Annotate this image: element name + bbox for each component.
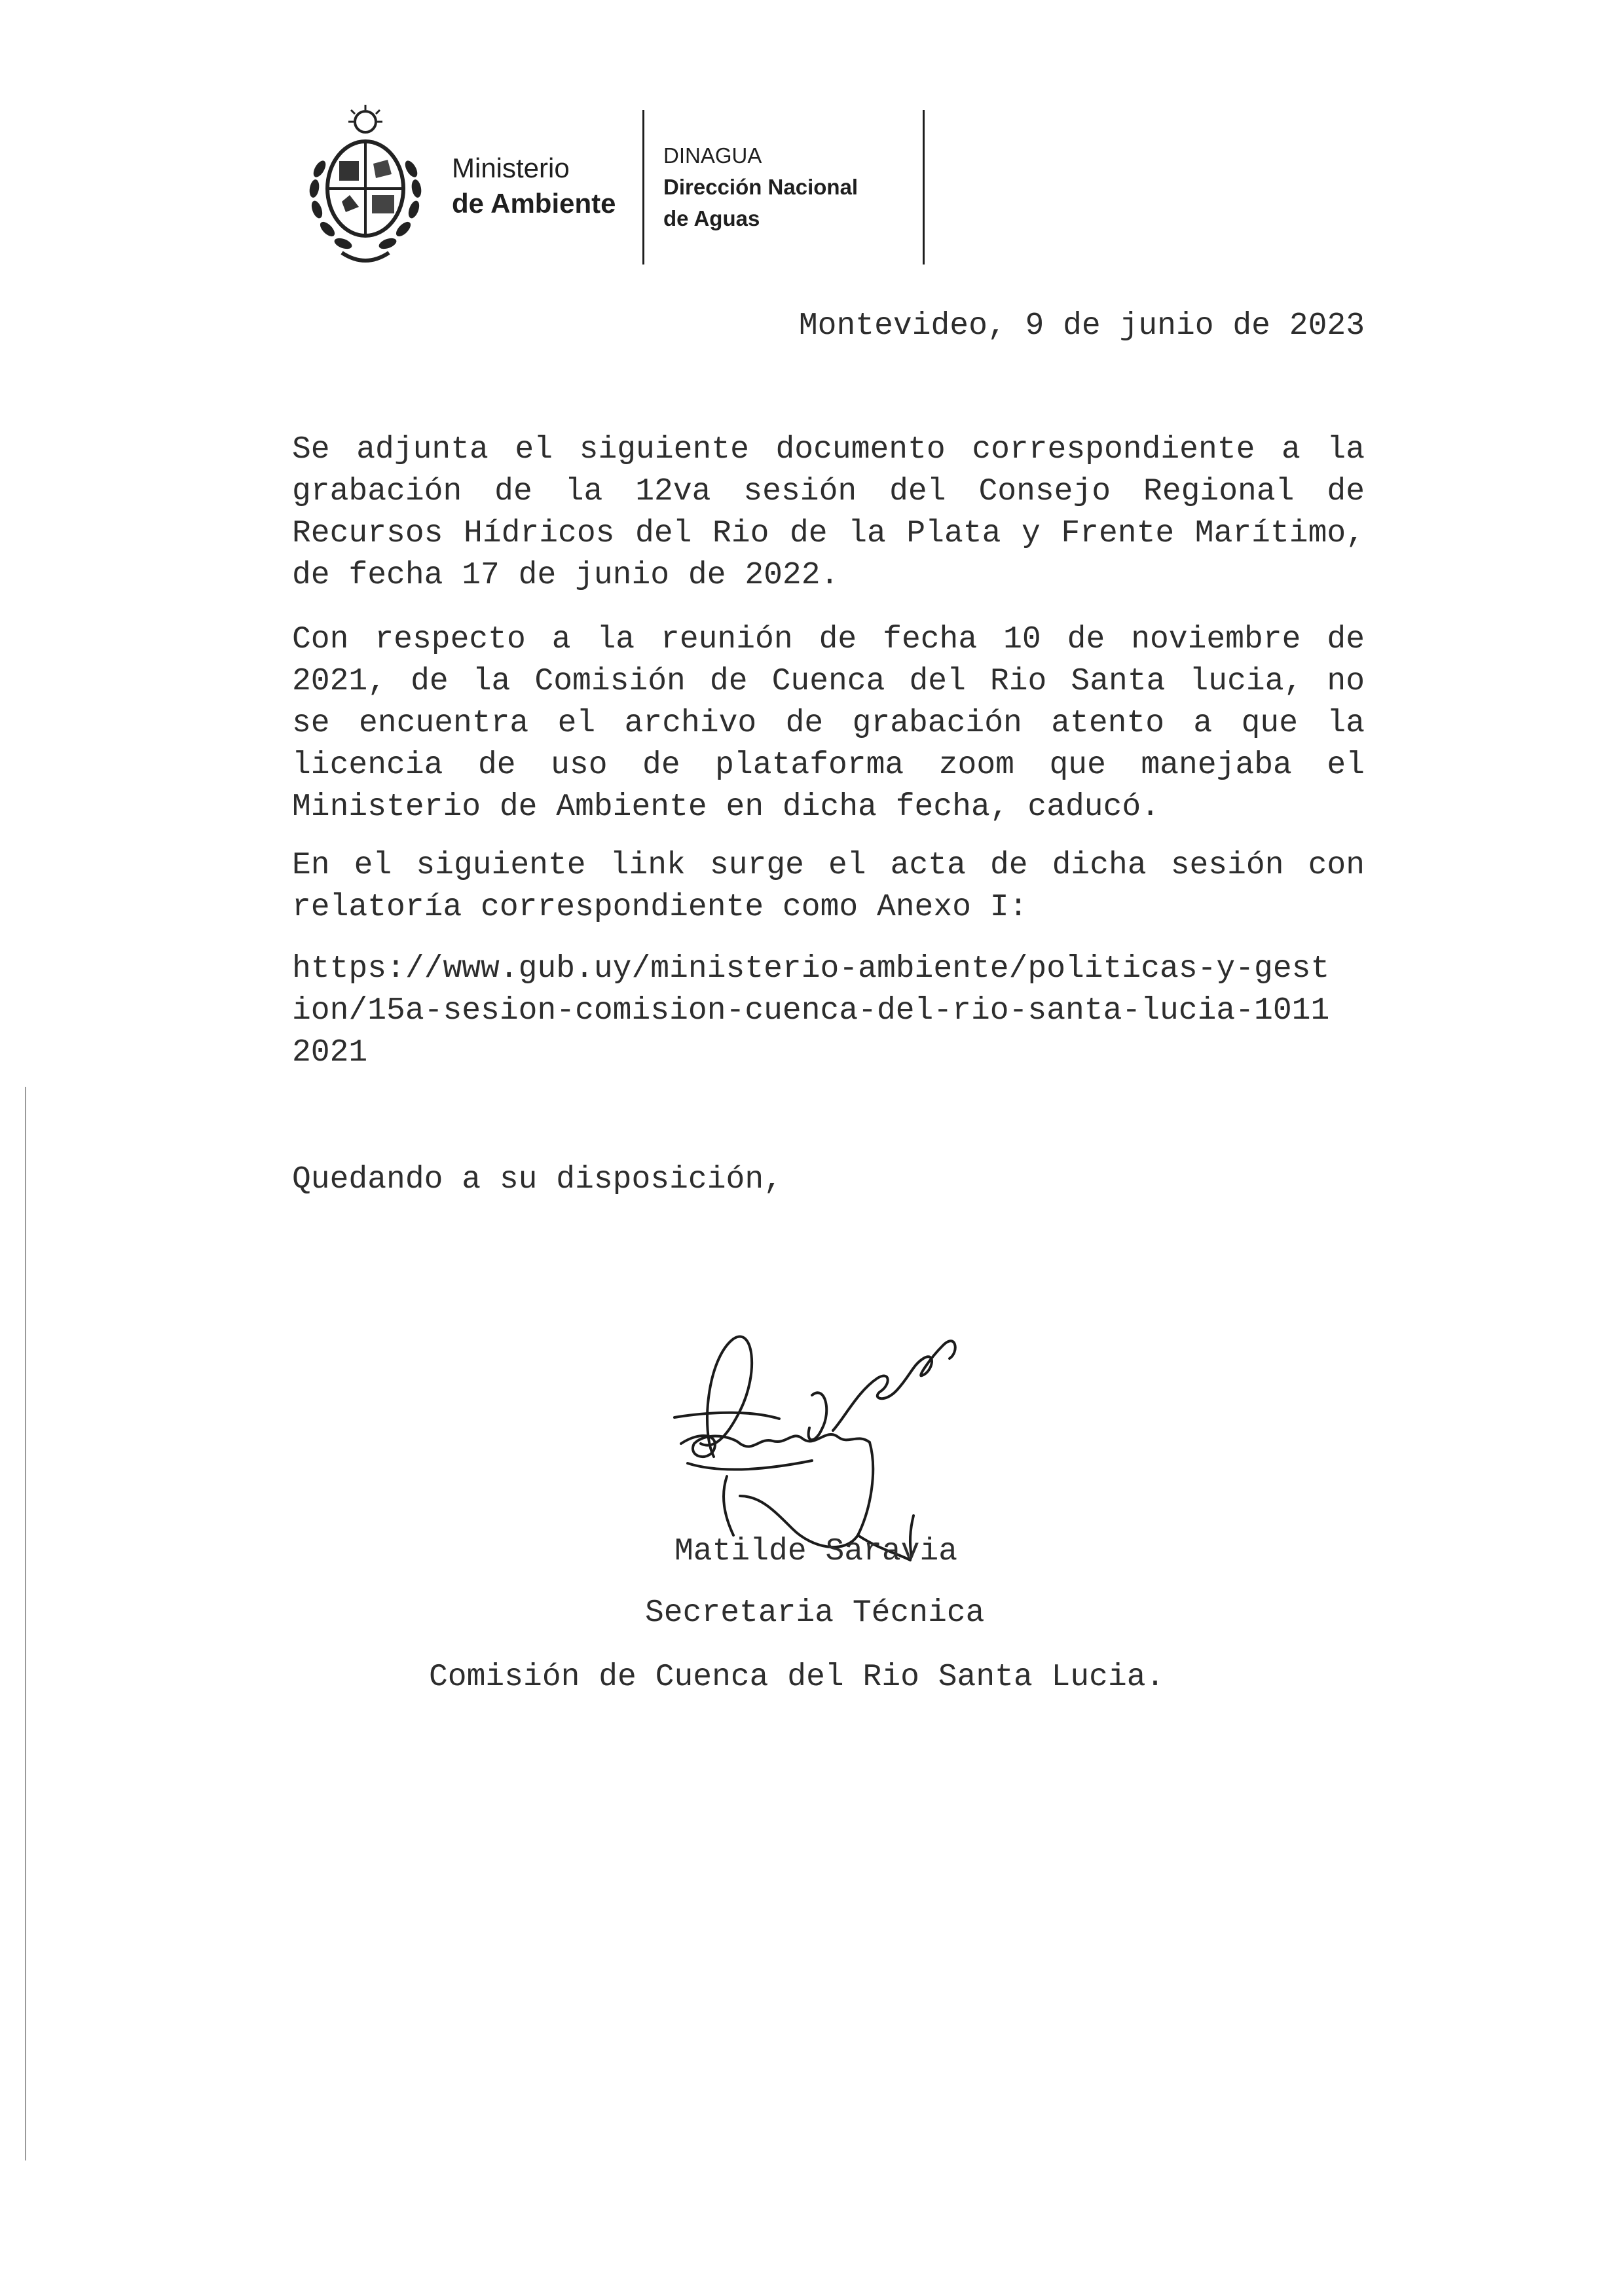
header-divider-right <box>923 110 925 264</box>
agency-acronym: DINAGUA <box>663 143 762 168</box>
agency-name-line1: Dirección Nacional <box>663 175 858 199</box>
ministry-name <box>452 151 616 221</box>
scan-edge-line <box>25 1087 26 2160</box>
signatory-role: Secretaria Técnica <box>645 1595 985 1631</box>
closing-line: Quedando a su disposición, <box>292 1162 783 1197</box>
agency-name-line2: de Aguas <box>663 206 760 230</box>
paragraph-link-intro: En el siguiente link surge el acta de dicha sesión con relatoría correspondiente como Anexo I: <box>292 848 1365 925</box>
handwritten-signature <box>661 1313 1002 1561</box>
letter-date: Montevideo, 9 de junio de 2023 <box>798 308 1365 344</box>
agency-name <box>663 140 858 234</box>
minutes-link[interactable]: https://www.gub.uy/ministerio-ambiente/politicas-y-gestion/15a-sesion-comision-cuenca-del-rio-santa-lucia-10112021 <box>292 951 1330 1070</box>
ministry-line1: Ministerio <box>452 153 570 183</box>
ministry-line2: de Ambiente <box>452 188 616 219</box>
paragraph-missing-file: Con respecto a la reunión de fecha 10 de noviembre de 2021, de la Comisión de Cuenca del Rio Santa lucia, no se encuentra el archivo de grabación atento a que la licencia de uso de plataforma zoom que manejaba el Ministerio de Ambiente en dicha fecha, caducó. <box>292 622 1365 825</box>
header-divider <box>642 110 644 264</box>
paragraph-recording: Se adjunta el siguiente documento correspondiente a la grabación de la 12va sesión del Consejo Regional de Recursos Hídricos del Rio de la Plata y Frente Marítimo, de fecha 17 de junio de 2022. <box>292 432 1365 593</box>
signatory-name: Matilde Saravia <box>674 1534 958 1569</box>
coat-of-arms-icon <box>296 103 435 275</box>
signatory-organization: Comisión de Cuenca del Rio Santa Lucia. <box>429 1660 1165 1695</box>
